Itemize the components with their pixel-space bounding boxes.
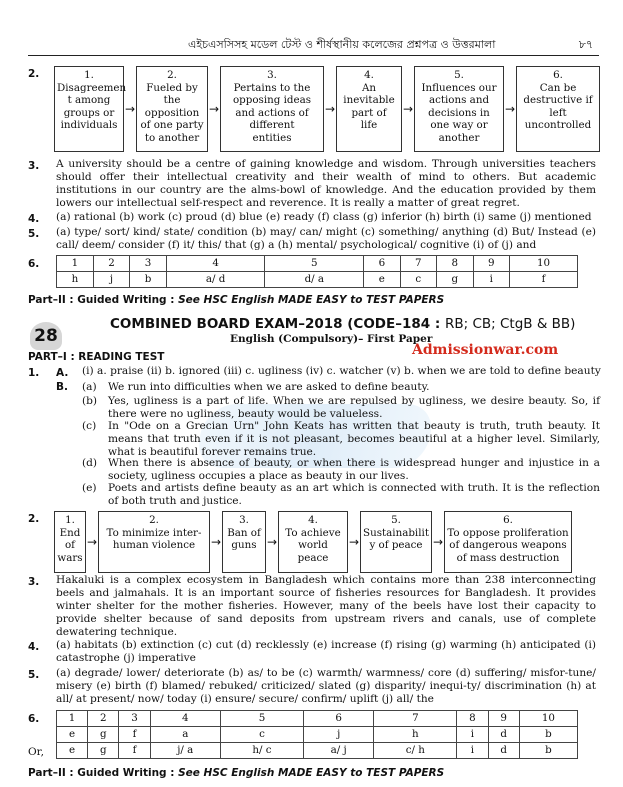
table-cell: b <box>130 272 167 288</box>
table-cell: 5 <box>265 256 364 272</box>
question-number: 2. <box>28 513 40 525</box>
table-cell: 4 <box>150 711 220 727</box>
flowchart <box>54 66 600 152</box>
table-cell: 1 <box>57 711 88 727</box>
table-cell: 8 <box>457 711 488 727</box>
table-cell: c <box>400 272 436 288</box>
flow-box: 1. End of wars <box>54 511 86 573</box>
table-cell: g <box>88 743 119 759</box>
table-cell: f <box>119 743 150 759</box>
question-number: 3. <box>28 160 40 172</box>
page-number: ৮৭ <box>578 38 593 51</box>
table-cell: f <box>509 272 577 288</box>
table-cell: g <box>436 272 473 288</box>
part-note: See HSC English MADE EASY to TEST PAPERS <box>178 294 445 306</box>
flow-box: 2. Fueled by the opposition of one party to another <box>136 66 208 152</box>
question-number: 5. <box>28 228 40 240</box>
list-key: (b) <box>82 395 98 407</box>
list-key: (c) <box>82 420 97 432</box>
question-number: 2. <box>28 68 40 80</box>
answer-table <box>56 710 578 759</box>
table-cell: b <box>519 743 577 759</box>
table-cell: 2 <box>93 256 129 272</box>
table-cell: i <box>457 743 488 759</box>
list-key: (d) <box>82 457 98 469</box>
list-item: Yes, ugliness is a part of life. When we are repulsed by ugliness, we desire beauty. So, if there were no ugliness, beauty would be valueless. <box>108 395 600 420</box>
part-two-label <box>28 767 444 780</box>
list-item: When there is absence of beauty, or when there is widespread hunger and injustice in a society, ugliness occupies a place as beauty in our lives. <box>108 457 600 482</box>
table-cell: g <box>88 727 119 743</box>
table-cell: b <box>519 727 577 743</box>
arrow-icon: → <box>124 101 136 116</box>
exam-code: COMBINED BOARD EXAM–2018 (CODE–184 : <box>110 316 441 332</box>
part-note: See HSC English MADE EASY to TEST PAPERS <box>178 767 445 779</box>
flow-box: 6. Can be destructive if left uncontrolled <box>516 66 600 152</box>
table-row <box>57 711 578 727</box>
table-row <box>57 727 578 743</box>
table-cell: 9 <box>473 256 509 272</box>
flow-box: 3. Ban of guns <box>222 511 266 573</box>
table-cell: j/ a <box>150 743 220 759</box>
flow-box: 2. To minimize inter- human violence <box>98 511 210 573</box>
part-one-label: PART–I : READING TEST <box>28 351 165 363</box>
or-label: Or, <box>28 746 44 758</box>
table-cell: i <box>473 272 509 288</box>
arrow-icon: → <box>324 101 336 116</box>
table-cell: 2 <box>88 711 119 727</box>
arrow-icon: → <box>432 534 444 549</box>
table-cell: i <box>457 727 488 743</box>
table-cell: 8 <box>436 256 473 272</box>
table-cell: 5 <box>220 711 303 727</box>
table-cell: 10 <box>509 256 577 272</box>
table-cell: 4 <box>166 256 265 272</box>
part-label: Part–II : Guided Writing : <box>28 294 175 306</box>
answer-text: (a) rational (b) work (c) proud (d) blue (e) ready (f) class (g) inferior (h) birth (i) same (j) mentioned <box>56 211 592 223</box>
table-cell: e <box>57 743 88 759</box>
question-number: 3. <box>28 576 40 588</box>
table-cell: 7 <box>400 256 436 272</box>
table-cell: j <box>93 272 129 288</box>
list-item: In "Ode on a Grecian Urn" John Keats has written that beauty is truth, truth beauty. It means that truth even if it is not pleasant, becomes beautiful at a higher level. Similarly, what is beautiful forever remains true. <box>108 420 600 458</box>
table-cell: 3 <box>130 256 167 272</box>
answer-paragraph: A university should be a centre of gaining knowledge and wisdom. Through universities teachers should offer their intellectual creativity and their wealth of mind to others. But academic institutions in our country are the alms-bowl of knowledge. And the education provided by them lowers our intellectual self-respect and reverence. It is really a matter of great regret. <box>56 158 596 209</box>
flow-box: 4. An inevitable part of life <box>336 66 402 152</box>
answer-text: (a) degrade/ lower/ deteriorate (b) as/ to be (c) warmth/ warmness/ core (d) suffering/ misfor-tune/ misery (e) birth (f) blamed/ rebuked/ criticized/ slated (g) disparity/ inequi-ty/ discrimination (h) at all/ at present/ now/ today (i) ensure/ secure/ confirm/ uplift (j) all/ the <box>56 667 596 705</box>
table-cell: h <box>374 727 457 743</box>
list-item: Poets and artists define beauty as an art which is connected with truth. It is the reflection of both truth and justice. <box>108 482 600 507</box>
subject-title: English (Compulsory)– First Paper <box>230 333 433 345</box>
exam-boards: RB; CB; CtgB & BB) <box>444 316 576 332</box>
table-cell: 6 <box>303 711 373 727</box>
table-row <box>57 272 578 288</box>
page-header <box>28 36 599 56</box>
site-watermark: Admissionwar.com <box>412 342 559 358</box>
answer-text: (a) habitats (b) extinction (c) cut (d) recklessly (e) increase (f) rising (g) warming (h) anticipated (i) catastrophe (j) imperative <box>56 639 596 664</box>
table-cell: d/ a <box>265 272 364 288</box>
table-cell: f <box>119 727 150 743</box>
table-cell: e <box>364 272 400 288</box>
table-cell: 7 <box>374 711 457 727</box>
table-cell: 6 <box>364 256 400 272</box>
exam-number-badge: 28 <box>30 322 62 350</box>
question-number: 6. <box>28 713 40 725</box>
question-number: 4. <box>28 213 40 225</box>
table-cell: d <box>488 743 519 759</box>
flow-box: 1. Disagreemen t among groups or individuals <box>54 66 124 152</box>
table-cell: d <box>488 727 519 743</box>
table-cell: 1 <box>57 256 94 272</box>
arrow-icon: → <box>348 534 360 549</box>
table-cell: 3 <box>119 711 150 727</box>
table-row <box>57 256 578 272</box>
table-cell: c <box>220 727 303 743</box>
answer-paragraph: Hakaluki is a complex ecosystem in Bangladesh which contains more than 238 interconnecting beels and jalmahals. It is an important source of fisheries resources for Bangladesh. It provides winter shelter for the mother fisheries. However, many of the beels have lost their capacity to provide shelter because of sand deposits from upstream rivers and canals, use of complete dewatering technique. <box>56 574 596 638</box>
question-number: 6. <box>28 258 40 270</box>
flow-box: 6. To oppose proliferation of dangerous weapons of mass destruction <box>444 511 572 573</box>
table-row <box>57 743 578 759</box>
table-cell: 9 <box>488 711 519 727</box>
question-number: 4. <box>28 641 40 653</box>
list-key: (e) <box>82 482 97 494</box>
sub-label: B. <box>56 381 68 393</box>
table-cell: a <box>150 727 220 743</box>
table-cell: 10 <box>519 711 577 727</box>
header-title: এইচএসসিসহ মডেল টেস্ট ও শীর্ষস্থানীয় কলেজের প্রশ্নপত্র ও উত্তরমালা <box>188 38 496 51</box>
table-cell: a/ d <box>166 272 265 288</box>
question-number: 1. <box>28 367 40 379</box>
arrow-icon: → <box>86 534 98 549</box>
answer-table <box>56 255 578 288</box>
table-cell: a/ j <box>303 743 373 759</box>
question-number: 5. <box>28 669 40 681</box>
table-cell: c/ h <box>374 743 457 759</box>
list-item: We run into difficulties when we are asked to define beauty. <box>108 381 430 393</box>
flow-box: 5. Sustainabilit y of peace <box>360 511 432 573</box>
answer-text: (i) a. praise (ii) b. ignored (iii) c. ugliness (iv) c. watcher (v) b. when we are told to define beauty <box>82 365 601 377</box>
table-cell: e <box>57 727 88 743</box>
arrow-icon: → <box>266 534 278 549</box>
flow-box: 5. Influences our actions and decisions in one way or another <box>414 66 504 152</box>
arrow-icon: → <box>208 101 220 116</box>
exam-title <box>110 316 575 332</box>
list-key: (a) <box>82 381 97 393</box>
table-cell: h <box>57 272 94 288</box>
answer-text: (a) type/ sort/ kind/ state/ condition (b) may/ can/ might (c) something/ anything (d) But/ Instead (e) call/ deem/ consider (f) it/ this/ that (g) a (h) mental/ psychological/ cognitive (i) of (j) and <box>56 226 596 251</box>
part-two-label <box>28 294 444 307</box>
part-label: Part–II : Guided Writing : <box>28 767 175 779</box>
table-cell: h/ c <box>220 743 303 759</box>
flowchart <box>54 511 572 573</box>
table-cell: j <box>303 727 373 743</box>
arrow-icon: → <box>402 101 414 116</box>
sub-label: A. <box>56 367 69 379</box>
flow-box: 3. Pertains to the opposing ideas and actions of different entities <box>220 66 324 152</box>
flow-box: 4. To achieve world peace <box>278 511 348 573</box>
arrow-icon: → <box>504 101 516 116</box>
arrow-icon: → <box>210 534 222 549</box>
